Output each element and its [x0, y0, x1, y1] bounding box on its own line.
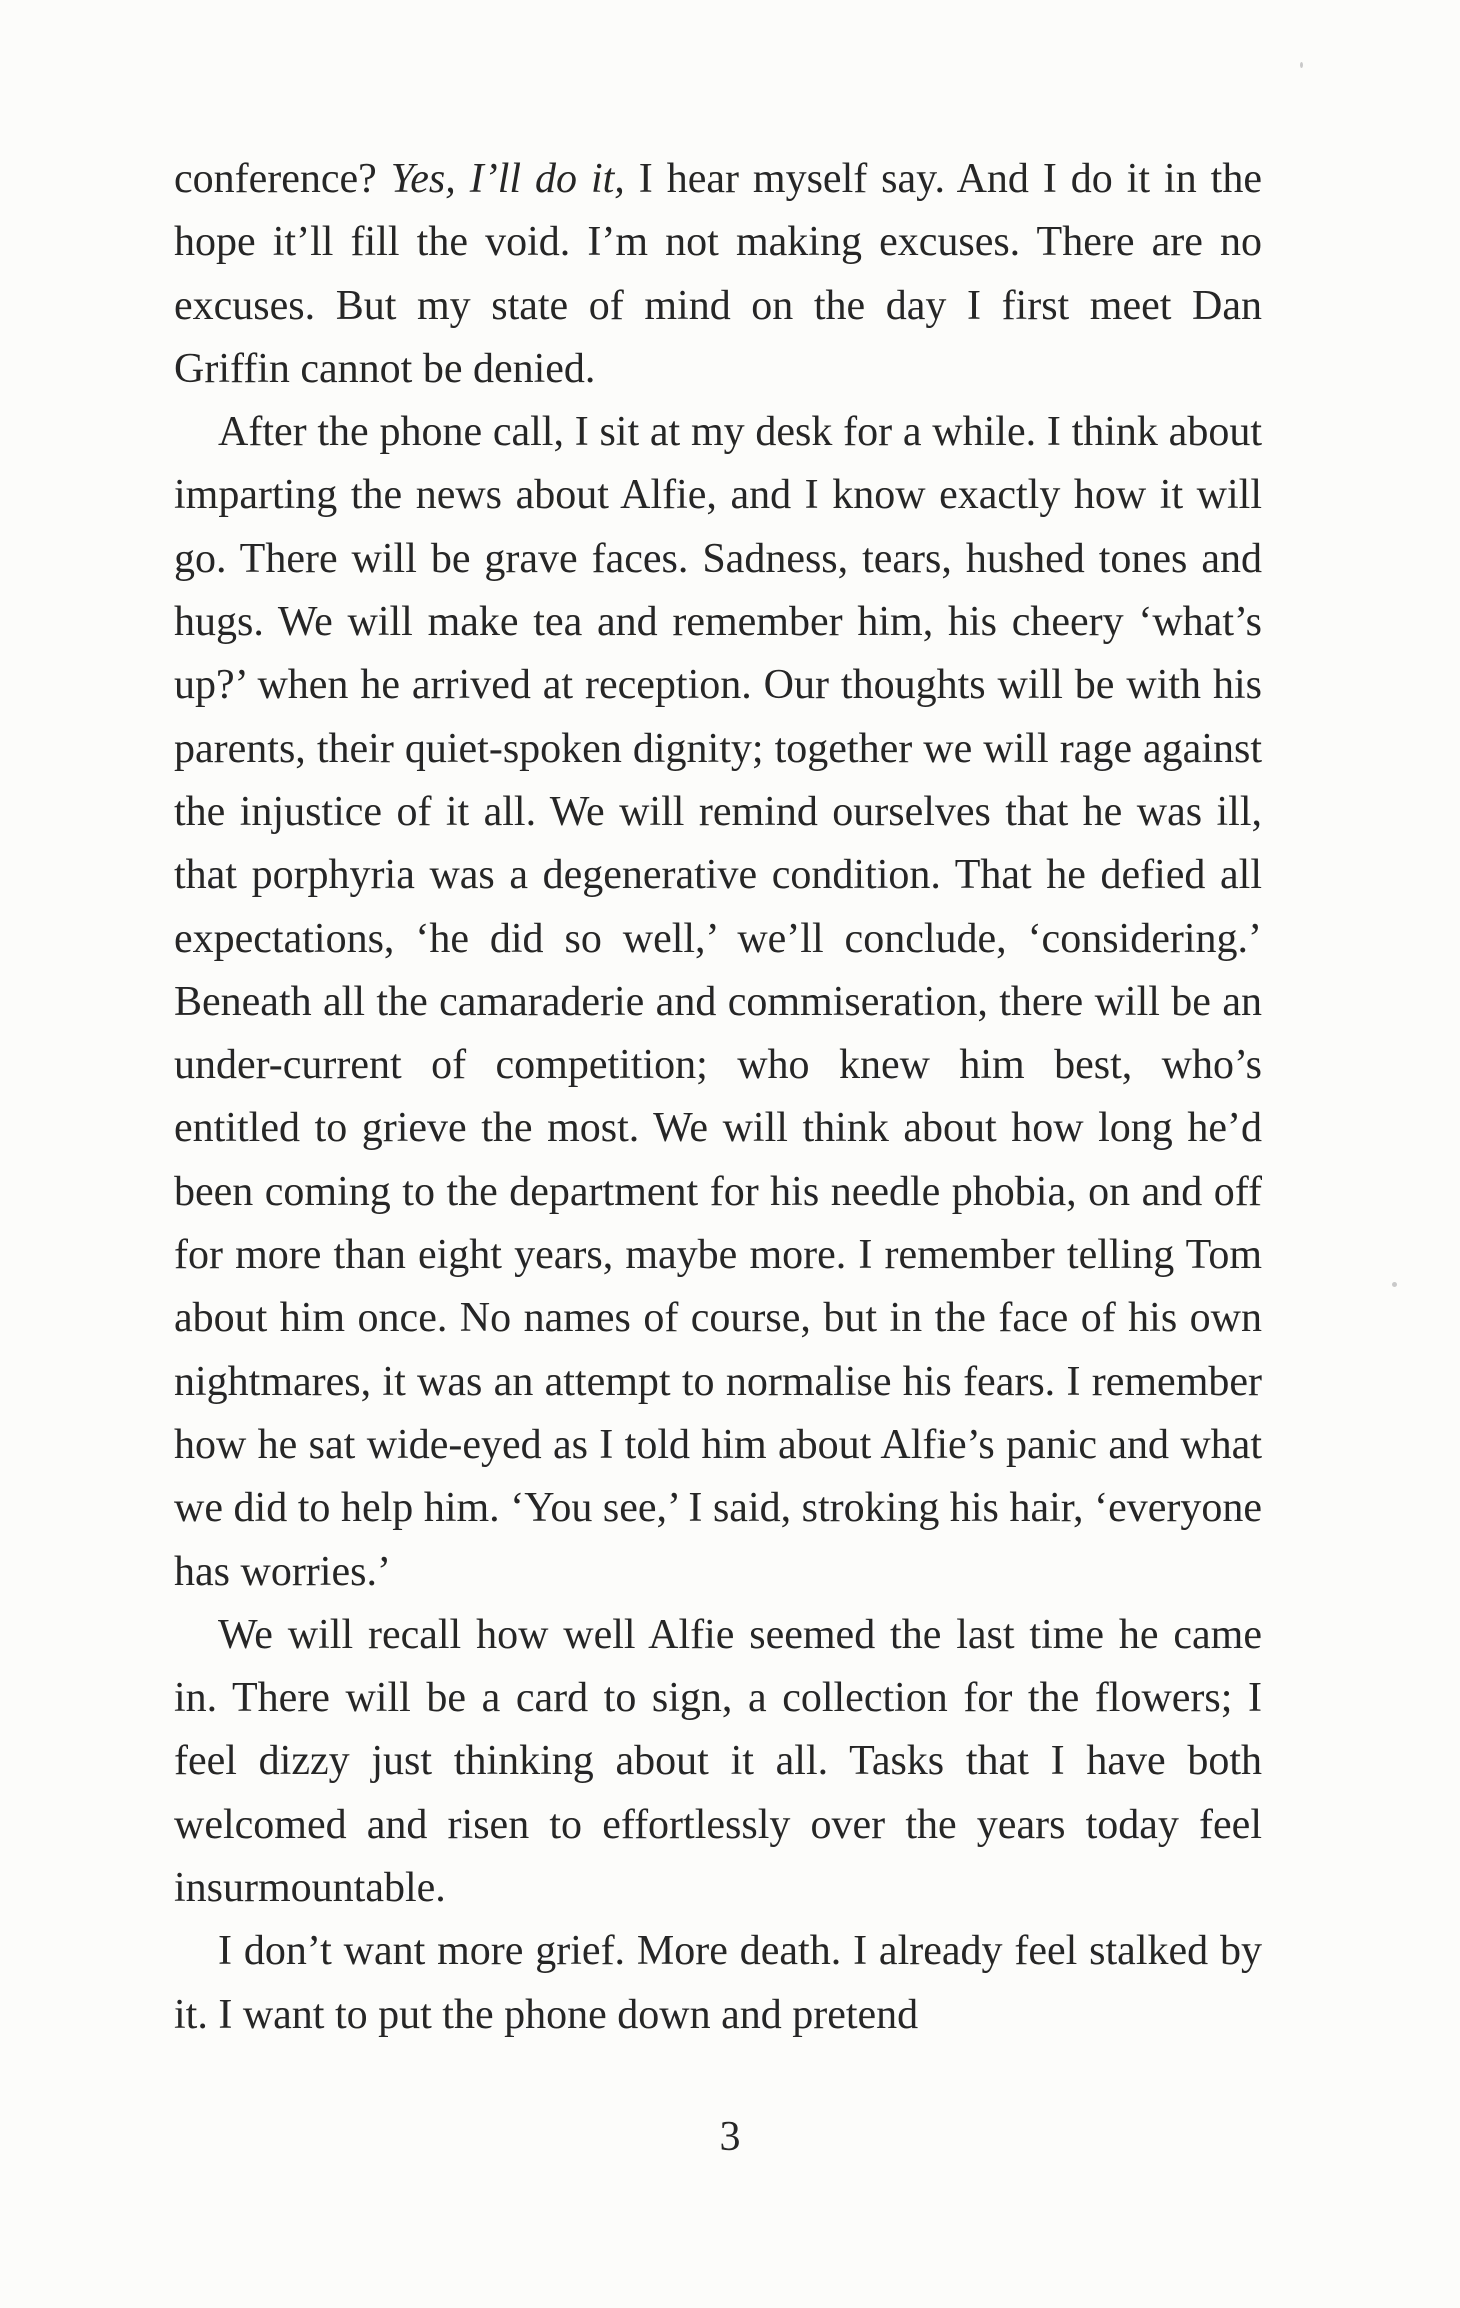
paragraph-1	[174, 148, 1262, 401]
text-run: conference?	[174, 156, 391, 202]
text-run: We will recall how well Alfie seemed the last time he came in. There will be a card to sign, a collection for the flowers; I feel dizzy just thinking about it all. Tasks that I have both welcomed and risen to effortlessly over the years today feel insurmountable.	[174, 1611, 1262, 1912]
paragraph-3	[174, 1604, 1262, 1920]
paragraph-2	[174, 401, 1262, 1604]
text-run: After the phone call, I sit at my desk for a while. I think about imparting the news about Alfie, and I know exactly how it will go. There will be grave faces. Sadness, tears, hushed tones and hugs. We will make tea and remember him, his cheery ‘what’s up?’ when he arrived at reception. Our thoughts will be with his parents, their quiet-spoken dignity; together we will rage against the injustice of it all. We will remind ourselves that he was ill, that porphyria was a degenerative condition. That he defied all expectations, ‘he did so well,’ we’ll conclude, ‘considering.’ Beneath all the camaraderie and commiseration, there will be an under-current of competition; who knew him best, who’s entitled to grieve the most. We will think about how long he’d been coming to the department for his needle phobia, on and off for more than eight years, maybe more. I remember telling Tom about him once. No names of course, but in the face of his own nightmares, it was an attempt to normalise his fears. I remember how he sat wide-eyed as I told him about Alfie’s panic and what we did to help him. ‘You see,’ I said, stroking his hair, ‘everyone has worries.’	[174, 409, 1262, 1595]
text-run: I hear myself say. And I do it in the hope it’ll fill the void. I’m not making excuses. There are no excuses. But my state of mind on the day I first meet Dan Griffin cannot be denied.	[174, 156, 1262, 392]
scan-speck	[1300, 62, 1303, 68]
italic-text-run: Yes, I’ll do it,	[390, 156, 625, 202]
body-text	[174, 148, 1262, 2047]
scan-speck	[1392, 1282, 1397, 1287]
text-run: I don’t want more grief. More death. I already feel stalked by it. I want to put the phone down and pretend	[174, 1928, 1262, 2038]
paragraph-4	[174, 1920, 1262, 2047]
page-number: 3	[719, 2114, 741, 2160]
